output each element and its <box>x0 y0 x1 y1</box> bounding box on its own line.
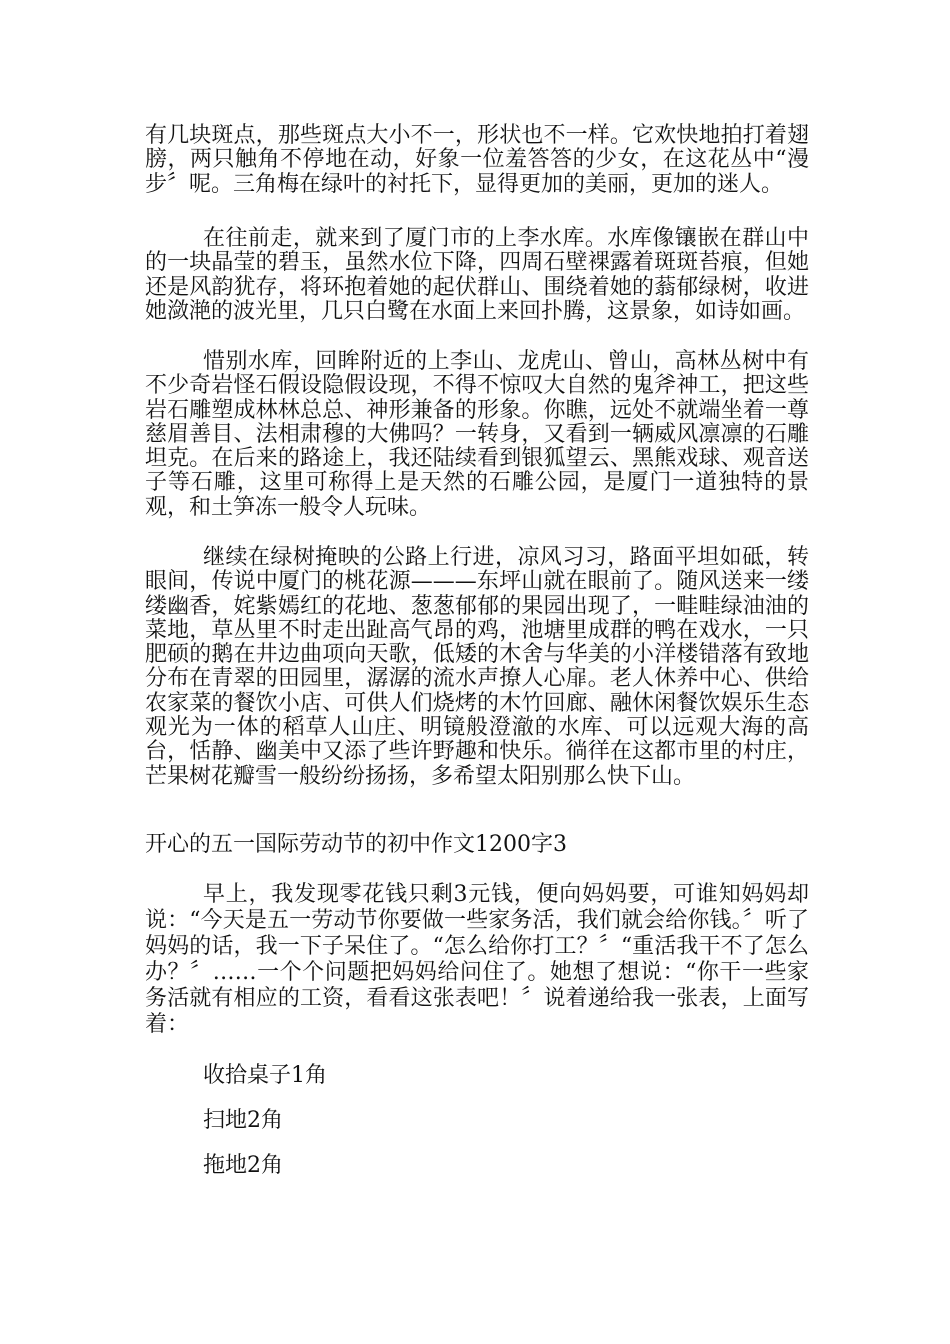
paragraph-butterfly: 有几块斑点，那些斑点大小不一，形状也不一样。它欢快地拍打着翅膀，两只触角不停地在动，好象一位羞答答的少女，在这花丛中“漫步〞呢。三角梅在绿叶的衬托下，显得更加的美丽，更加的迷人。 <box>145 123 809 197</box>
chore-item: 拖地2角 <box>203 1153 283 1178</box>
chore-item: 扫地2角 <box>203 1108 283 1133</box>
paragraph-story-intro: 早上，我发现零花钱只剩3元钱，便向妈妈要，可谁知妈妈却说：“今天是五一劳动节你要做一些家务活，我们就会给你钱。〞听了妈妈的话，我一下子呆住了。“怎么给你打工？〞“重活我干不了怎么办？〞……一个个问题把妈妈给问住了。她想了想说：“你干一些家务活就有相应的工资，看看这张表吧！〞说着递给我一张表，上面写着： <box>145 882 809 1037</box>
paragraph-dongping-mountain: 继续在绿树掩映的公路上行进，凉风习习，路面平坦如砥，转眼间，传说中厦门的桃花源———东坪山就在眼前了。随风送来一缕缕幽香，姹紫嫣红的花地、葱葱郁郁的果园出现了，一畦畦绿油油的菜地，草丛里不时走出趾高气昂的鸡，池塘里成群的鸭在戏水，一只肥硕的鹅在井边曲项向天歌，低矮的木舍与华美的小洋楼错落有致地分布在青翠的田园里，潺潺的流水声撩人心扉。老人休养中心、供给农家菜的餐饮小店、可供人们烧烤的木竹回廊、融休闲餐饮娱乐生态观光为一体的稻草人山庄、明镜般澄澈的水库、可以远观大海的高台，恬静、幽美中又添了些许野趣和快乐。徜徉在这都市里的村庄，芒果树花瓣雪一般纷纷扬扬，多希望太阳别那么快下山。 <box>145 545 809 789</box>
chore-item: 收拾桌子1角 <box>203 1063 327 1088</box>
essay-heading: 开心的五一国际劳动节的初中作文1200字3 <box>145 832 567 857</box>
paragraph-reservoir: 在往前走，就来到了厦门市的上李水库。水库像镶嵌在群山中的一块晶莹的碧玉，虽然水位下降，四周石壁裸露着斑斑苔痕，但她还是风韵犹存，将环抱着她的起伏群山、围绕着她的蓊郁绿树，收进她潋滟的波光里，几只白鹭在水面上来回扑腾，这景象，如诗如画。 <box>145 226 809 324</box>
paragraph-stone-carvings: 惜别水库，回眸附近的上李山、龙虎山、曾山，高林丛树中有不少奇岩怪石假设隐假设现，不得不惊叹大自然的鬼斧神工，把这些岩石雕塑成林林总总、神形兼备的形象。你瞧，远处不就端坐着一尊慈眉善目、法相肃穆的大佛吗？一转身，又看到一辆威风凛凛的石雕坦克。在后来的路途上，我还陆续看到银狐望云、黑熊戏球、观音送子等石雕，这里可称得上是天然的石雕公园，是厦门一道独特的景观，和土笋冻一般令人玩味。 <box>145 349 809 520</box>
